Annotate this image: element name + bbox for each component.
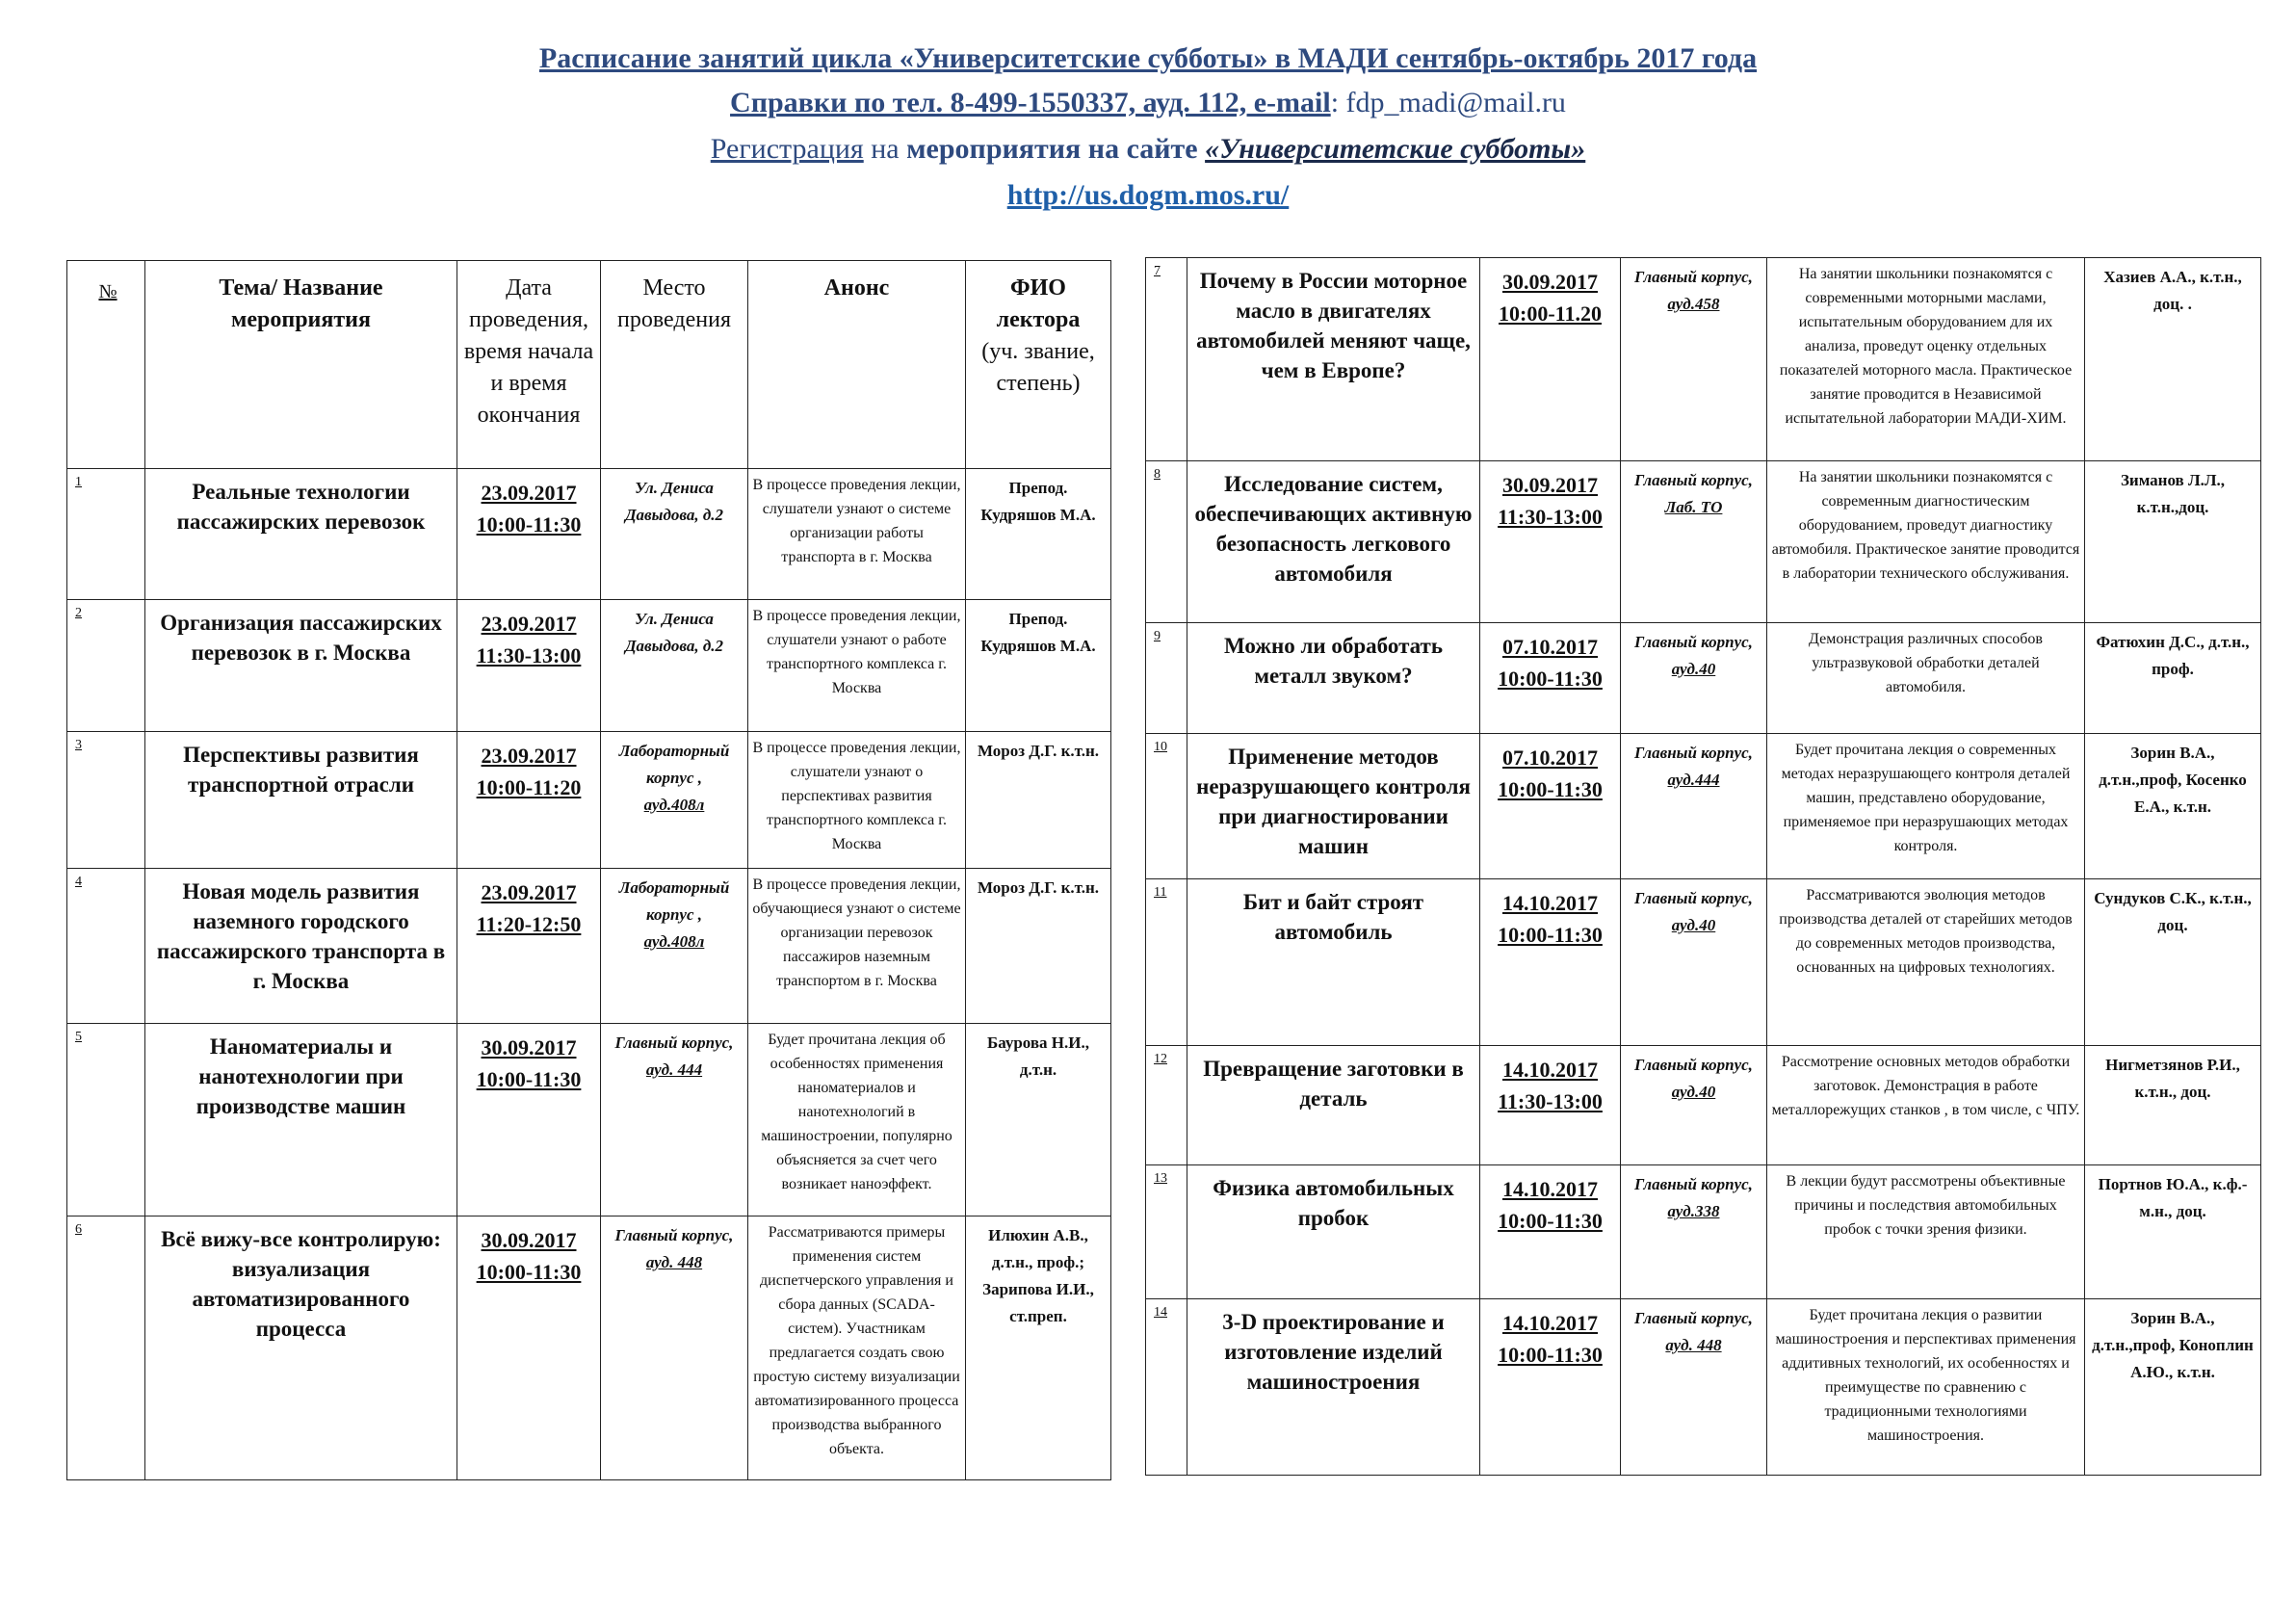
event-topic: Можно ли обработать металл звуком? — [1187, 623, 1480, 734]
event-datetime — [1480, 1046, 1621, 1165]
event-lecturer: Нигметзянов Р.И., к.т.н., доц. — [2085, 1046, 2261, 1165]
event-topic: Физика автомобильных пробок — [1187, 1165, 1480, 1299]
row-number: 14 — [1146, 1299, 1187, 1476]
event-datetime — [1480, 1299, 1621, 1476]
event-place — [601, 1216, 748, 1480]
event-place — [1621, 1299, 1767, 1476]
event-time: 11:30-13:00 — [1498, 1089, 1603, 1113]
event-topic: Превращение заготовки в деталь — [1187, 1046, 1480, 1165]
registration-text: мероприятия на сайте — [906, 133, 1206, 165]
place-room: ауд.338 — [1667, 1202, 1720, 1220]
event-announcement: В процессе проведения лекции, слушатели узнают о работе транспортного комплекса г. Москва — [748, 600, 966, 732]
event-topic: Новая модель развития наземного городского пассажирского транспорта в г. Москва — [145, 869, 457, 1024]
event-date: 30.09.2017 — [1502, 473, 1598, 497]
event-announcement: На занятии школьники познакомятся с современным диагностическим оборудованием, проведут диагностику автомобиля. Практическое занятие проводится в лаборатории технического обслуживания. — [1767, 461, 2085, 623]
row-number: 5 — [67, 1024, 145, 1216]
event-announcement: В процессе проведения лекции, слушатели узнают о перспективах развития транспортного комплекса г. Москва — [748, 732, 966, 869]
event-place — [601, 1024, 748, 1216]
event-announcement: В процессе проведения лекции, обучающиеся узнают о системе организации перевозок пассажиров наземным транспортом в г. Москва — [748, 869, 966, 1024]
event-lecturer: Зорин В.А., д.т.н.,проф, Коноплин А.Ю., к.т.н. — [2085, 1299, 2261, 1476]
event-lecturer: Зорин В.А., д.т.н.,проф, Косенко Е.А., к.т.н. — [2085, 734, 2261, 879]
contact-email: : fdp_madi@mail.ru — [1330, 87, 1566, 118]
place-room: ауд.444 — [1667, 771, 1720, 789]
event-lecturer: Баурова Н.И., д.т.н. — [966, 1024, 1111, 1216]
event-date: 14.10.2017 — [1502, 1058, 1598, 1082]
event-time: 11:30-13:00 — [1498, 505, 1603, 529]
event-announcement: Рассмотрение основных методов обработки заготовок. Демонстрация в работе металлорежущих станков , в том числе, с ЧПУ. — [1767, 1046, 2085, 1165]
schedule-table-left — [66, 260, 1111, 1480]
event-topic: Применение методов неразрушающего контроля при диагностировании машин — [1187, 734, 1480, 879]
event-place — [601, 469, 748, 600]
event-topic: Реальные технологии пассажирских перевозок — [145, 469, 457, 600]
table-row — [1146, 879, 2261, 1046]
event-topic: Организация пассажирских перевозок в г. Москва — [145, 600, 457, 732]
event-lecturer: Илюхин А.В., д.т.н., проф.; Зарипова И.И., ст.преп. — [966, 1216, 1111, 1480]
event-lecturer: Портнов Ю.А., к.ф.-м.н., доц. — [2085, 1165, 2261, 1299]
row-number: 7 — [1146, 258, 1187, 461]
site-url-link[interactable]: http://us.dogm.mos.ru/ — [1006, 179, 1290, 211]
table-row — [1146, 1046, 2261, 1165]
event-topic: Наноматериалы и нанотехнологии при производстве машин — [145, 1024, 457, 1216]
table-row — [67, 1216, 1111, 1480]
event-date: 14.10.2017 — [1502, 891, 1598, 915]
registration-link[interactable]: Регистрация — [710, 133, 864, 165]
event-date: 14.10.2017 — [1502, 1177, 1598, 1201]
col-date-header: Дата проведения, время начала и время окончания — [457, 261, 601, 469]
event-date: 14.10.2017 — [1502, 1311, 1598, 1335]
table-row — [1146, 258, 2261, 461]
table-row — [1146, 1165, 2261, 1299]
event-place — [601, 600, 748, 732]
event-topic: Бит и байт строят автомобиль — [1187, 879, 1480, 1046]
registration-line — [0, 133, 2296, 166]
table-header-row — [67, 261, 1111, 469]
event-datetime — [457, 869, 601, 1024]
event-time: 11:20-12:50 — [476, 912, 582, 936]
event-announcement: В лекции будут рассмотрены объективные причины и последствия автомобильных пробок с точки зрения физики. — [1767, 1165, 2085, 1299]
event-time: 10:00-11:30 — [1498, 1209, 1603, 1233]
schedule-table-right — [1145, 257, 2261, 1476]
place-building: Главный корпус, — [614, 1226, 734, 1244]
event-datetime — [1480, 879, 1621, 1046]
event-announcement: Рассматриваются эволюция методов производства деталей от старейших методов до современных методов производства, основанных на цифровых технологиях. — [1767, 879, 2085, 1046]
event-lecturer: Мороз Д.Г. к.т.н. — [966, 732, 1111, 869]
event-date: 23.09.2017 — [481, 612, 577, 636]
event-topic: Перспективы развития транспортной отрасли — [145, 732, 457, 869]
place-building: Лабораторный корпус , — [618, 742, 730, 787]
row-number: 2 — [67, 600, 145, 732]
place-building: Ул. Дениса Давыдова, д.2 — [624, 479, 724, 524]
event-lecturer: Препод. Кудряшов М.А. — [966, 469, 1111, 600]
event-place — [1621, 879, 1767, 1046]
page-title: Расписание занятий цикла «Университетские субботы» в МАДИ сентябрь-октябрь 2017 года — [538, 42, 1758, 74]
event-lecturer: Препод. Кудряшов М.А. — [966, 600, 1111, 732]
event-topic: Почему в России моторное масло в двигателях автомобилей меняют чаще, чем в Европе? — [1187, 258, 1480, 461]
event-lecturer: Сундуков С.К., к.т.н., доц. — [2085, 879, 2261, 1046]
place-room: ауд.408л — [643, 932, 705, 951]
place-building: Главный корпус, — [1634, 1309, 1753, 1327]
place-building: Главный корпус, — [1634, 268, 1753, 286]
col-place-header: Место проведения — [601, 261, 748, 469]
place-room: ауд.40 — [1671, 1083, 1716, 1101]
table-row — [67, 469, 1111, 600]
event-time: 10:00-11:30 — [1498, 667, 1603, 691]
event-date: 07.10.2017 — [1502, 746, 1598, 770]
event-time: 10:00-11.20 — [1499, 301, 1602, 326]
place-room: ауд. 444 — [645, 1060, 703, 1079]
event-datetime — [457, 469, 601, 600]
event-place — [601, 732, 748, 869]
event-date: 07.10.2017 — [1502, 635, 1598, 659]
row-number: 13 — [1146, 1165, 1187, 1299]
place-building: Главный корпус, — [1634, 744, 1753, 762]
event-time: 10:00-11:30 — [476, 1260, 582, 1284]
row-number: 11 — [1146, 879, 1187, 1046]
event-date: 30.09.2017 — [1502, 270, 1598, 294]
site-name-link[interactable]: «Университетские субботы» — [1205, 133, 1586, 165]
event-topic: Исследование систем, обеспечивающих активную безопасность легкового автомобиля — [1187, 461, 1480, 623]
place-building: Главный корпус, — [1634, 1175, 1753, 1193]
event-place — [1621, 734, 1767, 879]
contact-phone-link[interactable]: Справки по тел. 8-499-1550337, ауд. 112, e-mail — [730, 87, 1331, 118]
event-datetime — [457, 732, 601, 869]
place-room: ауд. 448 — [1665, 1336, 1722, 1354]
event-announcement: Рассматриваются примеры применения систем диспетчерского управления и сбора данных (SCADA-систем). Участникам предлагается создать свою простую систему визуализации автоматизированного процесса производства выбранного объекта. — [748, 1216, 966, 1480]
event-announcement: Демонстрация различных способов ультразвуковой обработки деталей автомобиля. — [1767, 623, 2085, 734]
row-number: 9 — [1146, 623, 1187, 734]
table-row — [67, 869, 1111, 1024]
event-lecturer: Зиманов Л.Л., к.т.н.,доц. — [2085, 461, 2261, 623]
event-place — [1621, 623, 1767, 734]
event-time: 10:00-11:20 — [476, 775, 582, 799]
event-date: 23.09.2017 — [481, 481, 577, 505]
registration-on: на — [863, 133, 907, 165]
table-row — [67, 600, 1111, 732]
event-date: 30.09.2017 — [481, 1035, 577, 1060]
row-number: 4 — [67, 869, 145, 1024]
event-lecturer: Фатюхин Д.С., д.т.н., проф. — [2085, 623, 2261, 734]
table-row — [1146, 734, 2261, 879]
place-room: Лаб. ТО — [1664, 498, 1723, 516]
event-time: 10:00-11:30 — [1498, 777, 1603, 801]
event-lecturer: Хазиев А.А., к.т.н., доц. . — [2085, 258, 2261, 461]
row-number: 10 — [1146, 734, 1187, 879]
place-building: Главный корпус, — [1634, 471, 1753, 489]
table-row — [1146, 461, 2261, 623]
table-row — [1146, 1299, 2261, 1476]
col-anons-header: Анонс — [748, 261, 966, 469]
event-lecturer: Мороз Д.Г. к.т.н. — [966, 869, 1111, 1024]
place-building: Ул. Дениса Давыдова, д.2 — [624, 610, 724, 655]
place-room: ауд.40 — [1671, 660, 1716, 678]
event-date: 23.09.2017 — [481, 744, 577, 768]
event-datetime — [457, 1216, 601, 1480]
place-room: ауд.458 — [1667, 295, 1720, 313]
place-building: Главный корпус, — [614, 1033, 734, 1052]
event-place — [1621, 461, 1767, 623]
place-room: ауд.408л — [643, 796, 705, 814]
event-announcement: Будет прочитана лекция о развитии машиностроения и перспективах применения аддитивных технологий, их особенностях и преимуществе по сравнению с традиционными технологиями машиностроения. — [1767, 1299, 2085, 1476]
event-place — [1621, 258, 1767, 461]
event-topic: Всё вижу-все контролирую: визуализация автоматизированного процесса — [145, 1216, 457, 1480]
col-topic-header: Тема/ Название мероприятия — [145, 261, 457, 469]
event-announcement: Будет прочитана лекция о современных методах неразрушающего контроля деталей машин, представлено оборудование, применяемое при неразрушающих методах контроля. — [1767, 734, 2085, 879]
event-datetime — [1480, 461, 1621, 623]
place-building: Лабораторный корпус , — [618, 878, 730, 924]
col-lecturer-title: ФИО лектора — [996, 275, 1081, 332]
event-time: 10:00-11:30 — [476, 1067, 582, 1091]
event-datetime — [1480, 1165, 1621, 1299]
col-num-header: № — [67, 261, 145, 469]
event-datetime — [1480, 623, 1621, 734]
col-lecturer-note: (уч. звание, степень) — [981, 339, 1095, 396]
row-number: 12 — [1146, 1046, 1187, 1165]
event-announcement: На занятии школьники познакомятся с современными моторными маслами, испытательным оборудованием для их анализа, проведут оценку отдельных показателей моторного масла. Практическое занятие проводится в Независимой испытательной лаборатории МАДИ-ХИМ. — [1767, 258, 2085, 461]
contact-line — [0, 87, 2296, 119]
event-time: 10:00-11:30 — [1498, 923, 1603, 947]
event-date: 23.09.2017 — [481, 880, 577, 904]
event-announcement: В процессе проведения лекции, слушатели узнают о системе организации работы транспорта в г. Москва — [748, 469, 966, 600]
row-number: 8 — [1146, 461, 1187, 623]
col-lecturer-header — [966, 261, 1111, 469]
event-topic: 3-D проектирование и изготовление изделий машиностроения — [1187, 1299, 1480, 1476]
event-place — [1621, 1046, 1767, 1165]
event-time: 10:00-11:30 — [476, 512, 582, 536]
event-date: 30.09.2017 — [481, 1228, 577, 1252]
event-datetime — [1480, 258, 1621, 461]
event-datetime — [457, 1024, 601, 1216]
event-announcement: Будет прочитана лекция об особенностях применения наноматериалов и нанотехнологий в машиностроении, популярно объясняется за счет чего возникает наноэффект. — [748, 1024, 966, 1216]
event-place — [1621, 1165, 1767, 1299]
table-row — [67, 732, 1111, 869]
event-time: 11:30-13:00 — [476, 643, 582, 667]
place-room: ауд.40 — [1671, 916, 1716, 934]
event-place — [601, 869, 748, 1024]
event-datetime — [1480, 734, 1621, 879]
place-room: ауд. 448 — [645, 1253, 703, 1271]
event-datetime — [457, 600, 601, 732]
row-number: 3 — [67, 732, 145, 869]
place-building: Главный корпус, — [1634, 889, 1753, 907]
table-row — [1146, 623, 2261, 734]
row-number: 6 — [67, 1216, 145, 1480]
place-building: Главный корпус, — [1634, 1056, 1753, 1074]
row-number: 1 — [67, 469, 145, 600]
place-building: Главный корпус, — [1634, 633, 1753, 651]
event-time: 10:00-11:30 — [1498, 1343, 1603, 1367]
table-row — [67, 1024, 1111, 1216]
